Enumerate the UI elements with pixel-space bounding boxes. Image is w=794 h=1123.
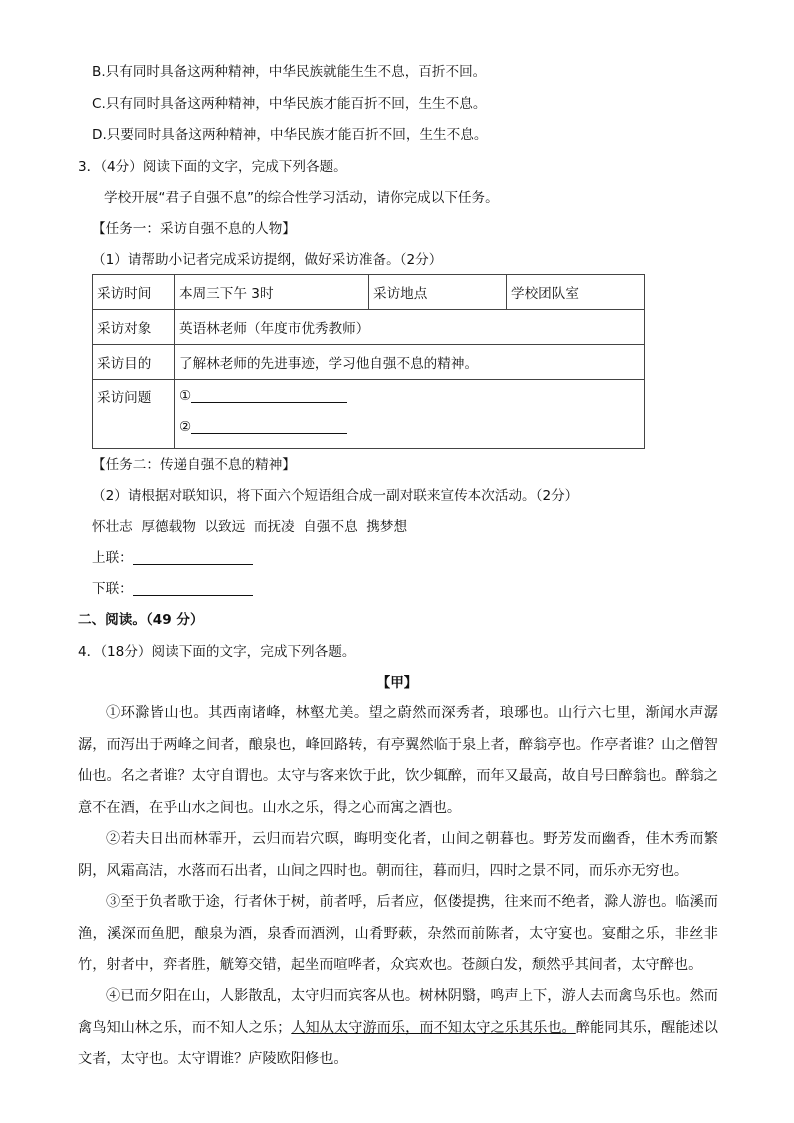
passage-paragraph-2: ②若夫日出而林霏开，云归而岩穴暝，晦明变化者，山间之朝暮也。野芳发而幽香，佳木秀而繁阴，风霜高洁，水落而石出者，山间之四时也。朝而往，暮而归，四时之景不同，而乐亦无穷也。	[78, 831, 718, 879]
question-3-intro: 学校开展“君子自强不息”的综合性学习活动，请你完成以下任务。	[104, 190, 499, 206]
passage-paragraph-3: ③至于负者歌于途，行者休于树，前者呼，后者应，伛偻提携，往来而不绝者，滁人游也。临溪而渔，溪深而鱼肥，酿泉为酒，泉香而酒洌，山肴野蔌，杂然而前陈者，太守宴也。宴酣之乐，非丝非竹，射者中，弈者胜，觥筹交错，起坐而喧哗者，众宾欢也。苍颜白发，颓然乎其间者，太守醉也。	[78, 894, 718, 973]
interview-target-label: 采访对象	[93, 310, 175, 345]
interview-question-label: 采访问题	[93, 380, 175, 449]
upper-couplet-blank[interactable]	[133, 550, 253, 565]
option-c: C.只有同时具备这两种精神，中华民族才能百折不回，生生不息。	[92, 96, 487, 112]
interview-outline-table	[92, 274, 645, 449]
lower-couplet-label: 下联：	[92, 581, 133, 597]
underlined-sentence: 人知从太守游而乐，而不知太守之乐其乐也。	[291, 1019, 576, 1036]
option-d: D.只要同时具备这两种精神，中华民族才能百折不回，生生不息。	[92, 127, 488, 143]
phrase-list: 怀壮志 厚德载物 以致远 而抚凌 自强不息 携梦想	[92, 519, 408, 535]
passage-heading: 【甲】	[376, 675, 418, 691]
answer-blank-1[interactable]	[191, 388, 347, 403]
interview-place-label: 采访地点	[369, 275, 507, 310]
paragraph-4-text-b: 醉能同其乐，醒能述以文者，太守也。太守谓谁？庐陵欧阳修也。	[78, 1019, 718, 1067]
passage-paragraph-4	[78, 981, 718, 1076]
passage-paragraph-1: ①环滁皆山也。其西南诸峰，林壑尤美。望之蔚然而深秀者，琅琊也。山行六七里，渐闻水声潺潺，而泻出于两峰之间者，酿泉也，峰回路转，有亭翼然临于泉上者，醉翁亭也。作亭者谁？山之僧智仙也。名之者谁？太守自谓也。太守与客来饮于此，饮少辄醉，而年又最高，故自号曰醉翁也。醉翁之意不在酒，在乎山水之间也。山水之乐，得之心而寓之酒也。	[78, 705, 718, 816]
interview-time-label: 采访时间	[93, 275, 175, 310]
question-4-title: 4．（18分）阅读下面的文字，完成下列各题。	[78, 644, 356, 660]
task-1-heading: 【任务一：采访自强不息的人物】	[92, 221, 296, 237]
option-b: B.只有同时具备这两种精神，中华民族就能生生不息，百折不回。	[92, 64, 487, 80]
interview-purpose-value: 了解林老师的先进事迹，学习他自强不息的精神。	[175, 345, 645, 380]
task-2-heading: 【任务二：传递自强不息的精神】	[92, 457, 296, 473]
interview-time-value: 本周三下午 3时	[175, 275, 369, 310]
question-mark-1: ①	[179, 388, 192, 404]
sub-question-2: （2）请根据对联知识，将下面六个短语组合成一副对联来宣传本次活动。（2分）	[92, 488, 579, 504]
lower-couplet-blank[interactable]	[133, 581, 253, 596]
answer-blank-2[interactable]	[191, 419, 347, 434]
interview-question-cell	[175, 380, 645, 449]
upper-couplet	[92, 548, 253, 568]
question-3-title: 3．（4分）阅读下面的文字，完成下列各题。	[78, 159, 347, 175]
interview-purpose-label: 采访目的	[93, 345, 175, 380]
paragraph-4-text-a: ④已而夕阳在山，人影散乱，太守归而宾客从也。树林阴翳，鸣声上下，游人去而禽鸟乐也。然而禽鸟知山林之乐，而不知人之乐；	[78, 988, 718, 1036]
upper-couplet-label: 上联：	[92, 550, 133, 566]
question-mark-2: ②	[179, 419, 192, 435]
interview-target-value: 英语林老师（年度市优秀教师）	[175, 310, 645, 345]
interview-place-value: 学校团队室	[507, 275, 645, 310]
lower-couplet	[92, 579, 253, 599]
section-2-heading: 二、阅读。（49 分）	[78, 612, 204, 628]
sub-question-1: （1）请帮助小记者完成采访提纲，做好采访准备。（2分）	[92, 252, 443, 268]
